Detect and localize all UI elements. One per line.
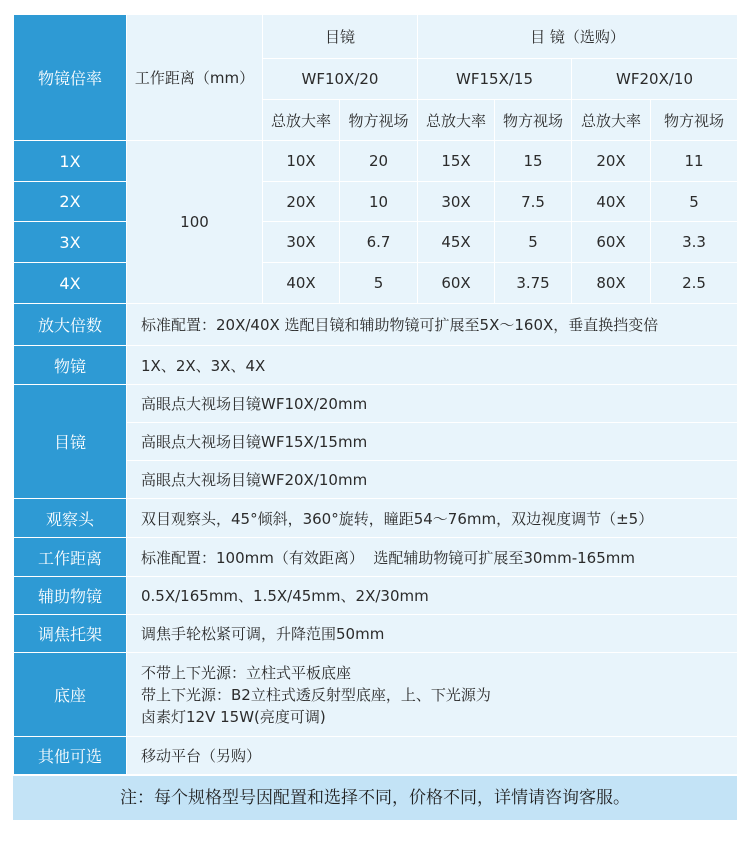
spec-label: 其他可选	[14, 737, 127, 775]
base-line: 卤素灯12V 15W(亮度可调)	[141, 707, 326, 726]
spec-label: 底座	[14, 653, 127, 737]
spec-label: 放大倍数	[14, 304, 127, 346]
spec-label: 观察头	[14, 499, 127, 538]
value-cell: 11	[651, 141, 738, 182]
spec-sheet	[13, 14, 737, 820]
spec-label: 调焦托架	[14, 615, 127, 653]
value-cell: 20X	[263, 182, 340, 222]
value-cell: 20	[340, 141, 418, 182]
table-row	[14, 263, 738, 304]
spec-label: 物镜	[14, 346, 127, 385]
value-cell: 10X	[263, 141, 340, 182]
table-row	[14, 182, 738, 222]
objective-cell: 2X	[14, 182, 127, 222]
value-cell: 40X	[572, 182, 651, 222]
spec-table	[13, 14, 738, 775]
sub-header-total-mag: 总放大率	[263, 100, 340, 141]
objective-cell: 4X	[14, 263, 127, 304]
table-row	[14, 141, 738, 182]
eyepiece-group-header: 目镜	[263, 15, 418, 59]
spec-label: 辅助物镜	[14, 577, 127, 615]
spec-value: 标准配置：20X/40X 选配目镜和辅助物镜可扩展至5X～160X，垂直换挡变倍	[127, 304, 738, 346]
spec-row-base	[14, 653, 738, 737]
value-cell: 2.5	[651, 263, 738, 304]
value-cell: 45X	[418, 222, 495, 263]
objective-cell: 1X	[14, 141, 127, 182]
spec-value: 调焦手轮松紧可调，升降范围50mm	[127, 615, 738, 653]
spec-value: 1X、2X、3X、4X	[127, 346, 738, 385]
value-cell: 80X	[572, 263, 651, 304]
spec-value: 移动平台（另购）	[127, 737, 738, 775]
value-cell: 3.75	[495, 263, 572, 304]
spec-value	[127, 653, 738, 737]
footer-note: 注：每个规格型号因配置和选择不同，价格不同，详情请咨询客服。	[13, 775, 737, 820]
spec-value: 0.5X/165mm、1.5X/45mm、2X/30mm	[127, 577, 738, 615]
value-cell: 10	[340, 182, 418, 222]
value-cell: 40X	[263, 263, 340, 304]
base-line: 带上下光源：B2立柱式透反射型底座，上、下光源为	[141, 685, 491, 704]
eyepiece-wf10x-header: WF10X/20	[263, 59, 418, 100]
eyepiece-wf15x-header: WF15X/15	[418, 59, 572, 100]
value-cell: 5	[340, 263, 418, 304]
value-cell: 15X	[418, 141, 495, 182]
value-cell: 30X	[263, 222, 340, 263]
table-row	[14, 222, 738, 263]
value-cell: 30X	[418, 182, 495, 222]
value-cell: 7.5	[495, 182, 572, 222]
value-cell: 15	[495, 141, 572, 182]
sub-header-total-mag: 总放大率	[572, 100, 651, 141]
value-cell: 60X	[418, 263, 495, 304]
sub-header-field-of-view: 物方视场	[340, 100, 418, 141]
spec-label: 目镜	[14, 385, 127, 499]
value-cell: 5	[495, 222, 572, 263]
sub-header-field-of-view: 物方视场	[651, 100, 738, 141]
spec-row-other	[14, 737, 738, 775]
value-cell: 20X	[572, 141, 651, 182]
spec-row-focus-bracket	[14, 615, 738, 653]
spec-row-head	[14, 499, 738, 538]
objective-cell: 3X	[14, 222, 127, 263]
spec-row-working-distance	[14, 538, 738, 577]
spec-row-objective	[14, 346, 738, 385]
spec-value: 双目观察头，45°倾斜，360°旋转，瞳距54～76mm，双边视度调节（±5）	[127, 499, 738, 538]
sub-header-field-of-view: 物方视场	[495, 100, 572, 141]
working-distance-header: 工作距离（mm）	[127, 15, 263, 141]
objective-magnification-header: 物镜倍率	[14, 15, 127, 141]
spec-row-magnification	[14, 304, 738, 346]
header-row-1	[14, 15, 738, 59]
spec-value: 高眼点大视场目镜WF20X/10mm	[127, 461, 738, 499]
spec-value: 高眼点大视场目镜WF15X/15mm	[127, 423, 738, 461]
spec-label: 工作距离	[14, 538, 127, 577]
sub-header-total-mag: 总放大率	[418, 100, 495, 141]
value-cell: 60X	[572, 222, 651, 263]
spec-value: 标准配置：100mm（有效距离） 选配辅助物镜可扩展至30mm-165mm	[127, 538, 738, 577]
value-cell: 3.3	[651, 222, 738, 263]
eyepiece-optional-group-header: 目 镜（选购）	[418, 15, 738, 59]
working-distance-value: 100	[127, 141, 263, 304]
value-cell: 6.7	[340, 222, 418, 263]
base-line: 不带上下光源：立柱式平板底座	[141, 663, 352, 682]
spec-value: 高眼点大视场目镜WF10X/20mm	[127, 385, 738, 423]
eyepiece-wf20x-header: WF20X/10	[572, 59, 738, 100]
spec-row-aux-objective	[14, 577, 738, 615]
spec-row-eyepiece	[14, 385, 738, 423]
value-cell: 5	[651, 182, 738, 222]
